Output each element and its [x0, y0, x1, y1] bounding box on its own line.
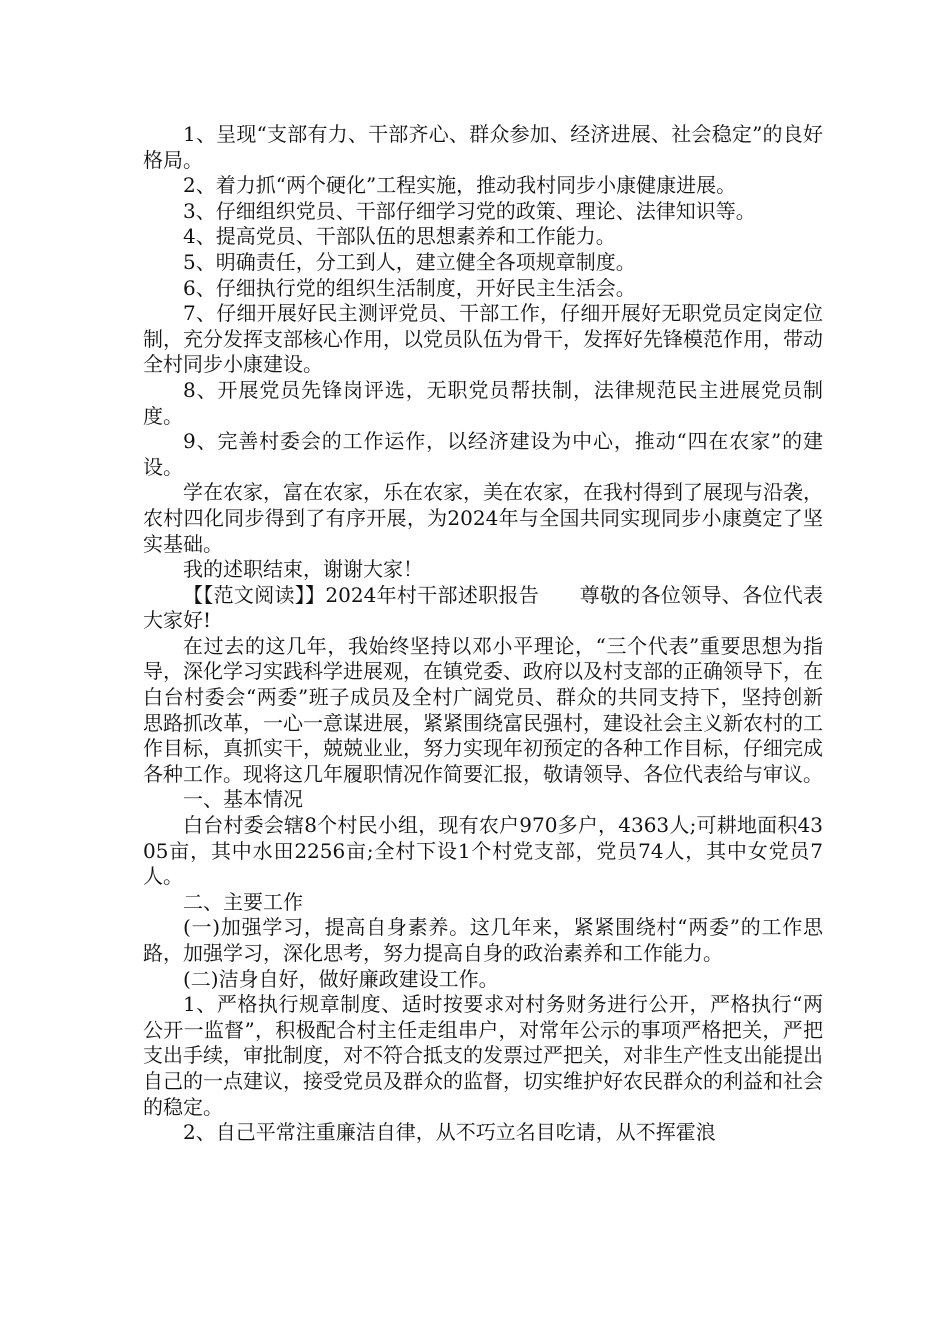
paragraph-work-2: (二)洁身自好，做好廉政建设工作。	[183, 966, 499, 991]
paragraph-item-5: 5、明确责任，分工到人，建立健全各项规章制度。	[183, 249, 636, 274]
paragraph-summary: 学在农家，富在农家，乐在农家，美在农家，在我村得到了展现与沿袭，农村四化同步得到了有序开展，为2024年与全国共同实现同步小康奠定了坚实基础。	[143, 480, 823, 556]
paragraph-work-2-item-1: 1、严格执行规章制度、适时按要求对村务财务进行公开，严格执行“两公开一监督”，积极配合村主任走组串户，对常年公示的事项严格把关，严把支出手续，审批制度，对不符合抵支的发票过严把关，对非生产性支出能提出自己的一点建议，接受党员及群众的监督，切实维护好农民群众的利益和社会的稳定。	[143, 992, 823, 1119]
paragraph-intro: 在过去的这几年，我始终坚持以邓小平理论，“三个代表”重要思想为指导，深化学习实践科学进展观，在镇党委、政府以及村支部的正确领导下，在白台村委会“两委”班子成员及全村广阔党员、群众的共同支持下，坚持创新思路抓改革，一心一意谋进展，紧紧围绕富民强村，建设社会主义新农村的工作目标，真抓实干，兢兢业业，努力实现年初预定的各种工作目标，仔细完成各种工作。现将这几年履职情况作简要汇报，敬请领导、各位代表给与审议。	[143, 633, 823, 786]
paragraph-item-2: 2、着力抓“两个硬化”工程实施，推动我村同步小康健康进展。	[183, 173, 737, 198]
paragraph-item-4: 4、提高党员、干部队伍的思想素养和工作能力。	[183, 224, 616, 249]
paragraph-closing: 我的述职结束，谢谢大家！	[183, 557, 423, 582]
paragraph-item-1: 1、呈现“支部有力、干部齐心、群众参加、经济进展、社会稳定”的良好格局。	[143, 122, 823, 172]
paragraph-work-1: (一)加强学习，提高自身素养。这几年来，紧紧围绕村“两委”的工作思路，加强学习，深化思考，努力提高自身的政治素养和工作能力。	[143, 915, 823, 965]
section-heading-main-work: 二、主要工作	[183, 889, 303, 914]
section-heading-basic: 一、基本情况	[183, 787, 303, 812]
document-body	[143, 122, 823, 1146]
paragraph-item-6: 6、仔细执行党的组织生活制度，开好民主生活会。	[183, 275, 636, 300]
paragraph-item-3: 3、仔细组织党员、干部仔细学习党的政策、理论、法律知识等。	[183, 198, 756, 223]
paragraph-work-2-item-2: 2、自己平常注重廉洁自律，从不巧立名目吃请，从不挥霍浪	[183, 1120, 716, 1145]
paragraph-item-9: 9、完善村委会的工作运作，以经济建设为中心，推动“四在农家”的建设。	[143, 429, 823, 479]
paragraph-item-8: 8、开展党员先锋岗评选，无职党员帮扶制，法律规范民主进展党员制度。	[143, 377, 823, 428]
paragraph-basic-info: 白台村委会辖8个村民小组，现有农户970多户，4363人;可耕地面积4305亩，其中水田2256亩;全村下设1个村党支部，党员74人，其中女党员7人。	[143, 813, 823, 889]
paragraph-item-7: 7、仔细开展好民主测评党员、干部工作，仔细开展好无职党员定岗定位制，充分发挥支部核心作用，以党员队伍为骨干，发挥好先锋模范作用，带动全村同步小康建设。	[143, 301, 823, 377]
paragraph-report-title: 【【范文阅读】】2024年村干部述职报告 尊敬的各位领导、各位代表大家好!	[143, 582, 823, 633]
